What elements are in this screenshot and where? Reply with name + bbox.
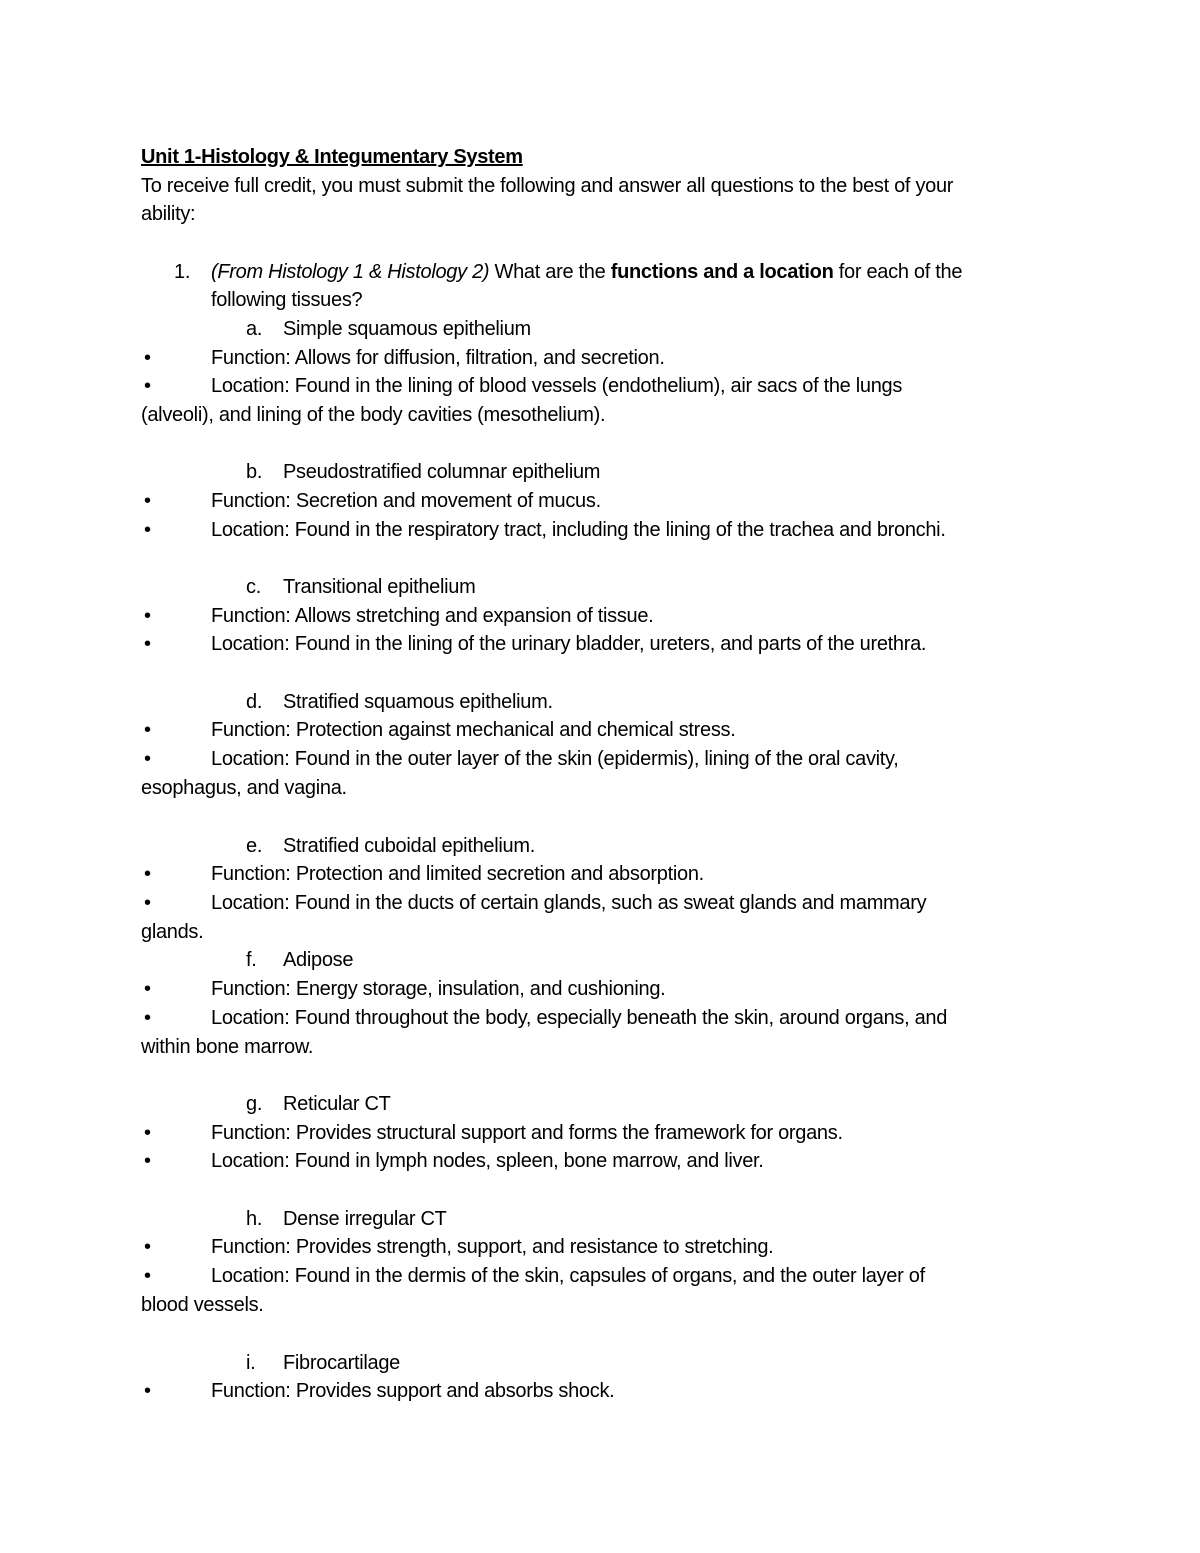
tissue-name: Transitional epithelium <box>283 576 476 598</box>
bullet: • <box>144 1007 151 1029</box>
tissue-function: Function: Provides support and absorbs shock. <box>211 1380 615 1402</box>
tissue-name: Reticular CT <box>283 1093 391 1115</box>
bullet: • <box>144 633 151 655</box>
tissue-letter: b. <box>246 461 263 483</box>
bullet: • <box>144 863 151 885</box>
tissue-letter: e. <box>246 835 263 857</box>
tissue-letter: c. <box>246 576 261 598</box>
intro-text: To receive full credit, you must submit the following and answer all questions to the best of your <box>141 175 954 197</box>
tissue-name: Stratified squamous epithelium. <box>283 691 553 713</box>
tissue-name: Stratified cuboidal epithelium. <box>283 835 535 857</box>
tissue-location: Location: Found in lymph nodes, spleen, bone marrow, and liver. <box>211 1150 764 1172</box>
tissue-location: Location: Found in the dermis of the skin, capsules of organs, and the outer layer of <box>211 1265 925 1287</box>
tissue-name: Fibrocartilage <box>283 1352 400 1374</box>
tissue-location: Location: Found throughout the body, especially beneath the skin, around organs, and <box>211 1007 948 1029</box>
question-text-before: What are the <box>494 261 606 283</box>
question-text-after: for each of the <box>838 261 963 283</box>
tissue-location-cont: blood vessels. <box>141 1294 264 1316</box>
tissue-name: Dense irregular CT <box>283 1208 447 1230</box>
tissue-name: Pseudostratified columnar epithelium <box>283 461 601 483</box>
bullet: • <box>144 490 151 512</box>
tissue-function: Function: Allows for diffusion, filtration, and secretion. <box>211 347 665 369</box>
question-number: 1. <box>174 261 191 283</box>
tissue-letter: f. <box>246 949 257 971</box>
tissue-name: Simple squamous epithelium <box>283 318 531 340</box>
tissue-function: Function: Secretion and movement of mucus. <box>211 490 601 512</box>
tissue-location-cont: esophagus, and vagina. <box>141 777 347 799</box>
question-text-cont: following tissues? <box>211 289 363 311</box>
tissue-function: Function: Protection against mechanical and chemical stress. <box>211 719 736 741</box>
tissue-letter: d. <box>246 691 263 713</box>
document-title: Unit 1-Histology & Integumentary System <box>141 146 523 168</box>
bullet: • <box>144 1236 151 1258</box>
tissue-location: Location: Found in the lining of blood vessels (endothelium), air sacs of the lungs <box>211 375 903 397</box>
tissue-letter: g. <box>246 1093 263 1115</box>
tissue-location: Location: Found in the respiratory tract, including the lining of the trachea and bronchi. <box>211 519 946 541</box>
tissue-letter: i. <box>246 1352 256 1374</box>
tissue-location-cont: (alveoli), and lining of the body cavities (mesothelium). <box>141 404 606 426</box>
bullet: • <box>144 347 151 369</box>
question-text <box>211 258 962 286</box>
bullet: • <box>144 605 151 627</box>
tissue-letter: h. <box>246 1208 263 1230</box>
tissue-letter: a. <box>246 318 263 340</box>
tissue-function: Function: Allows stretching and expansion of tissue. <box>211 605 654 627</box>
bullet: • <box>144 375 151 397</box>
bullet: • <box>144 978 151 1000</box>
tissue-function: Function: Protection and limited secretion and absorption. <box>211 863 704 885</box>
tissue-location-cont: glands. <box>141 921 204 943</box>
bullet: • <box>144 1380 151 1402</box>
tissue-function: Function: Provides structural support and forms the framework for organs. <box>211 1122 843 1144</box>
tissue-location: Location: Found in the lining of the urinary bladder, ureters, and parts of the urethra. <box>211 633 927 655</box>
tissue-function: Function: Provides strength, support, and resistance to stretching. <box>211 1236 774 1258</box>
tissue-name: Adipose <box>283 949 354 971</box>
question-bold-phrase: functions and a location <box>610 261 834 283</box>
intro-text-cont: ability: <box>141 203 196 225</box>
tissue-location: Location: Found in the outer layer of the skin (epidermis), lining of the oral cavity, <box>211 748 899 770</box>
bullet: • <box>144 1122 151 1144</box>
bullet: • <box>144 1150 151 1172</box>
bullet: • <box>144 1265 151 1287</box>
question-source: (From Histology 1 & Histology 2) <box>211 261 490 283</box>
bullet: • <box>144 892 151 914</box>
bullet: • <box>144 719 151 741</box>
tissue-location-cont: within bone marrow. <box>141 1036 314 1058</box>
bullet: • <box>144 519 151 541</box>
tissue-location: Location: Found in the ducts of certain glands, such as sweat glands and mammary <box>211 892 927 914</box>
bullet: • <box>144 748 151 770</box>
tissue-function: Function: Energy storage, insulation, and cushioning. <box>211 978 666 1000</box>
